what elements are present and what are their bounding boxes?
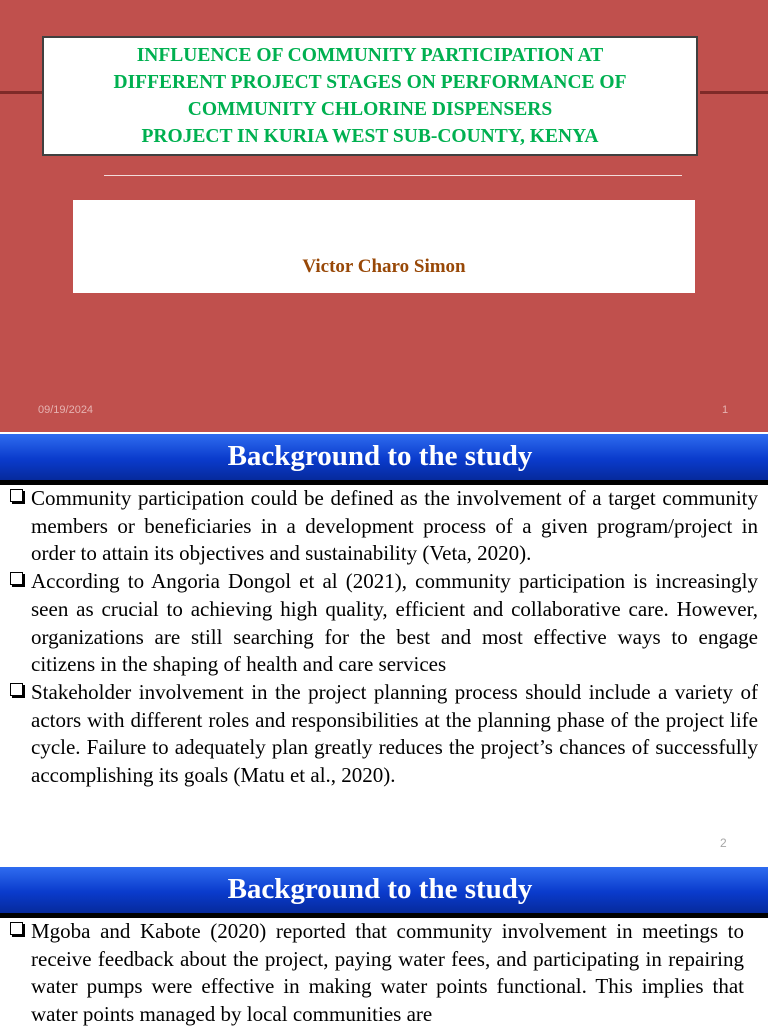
slide-heading: Background to the study [227,873,533,905]
slide-date: 09/19/2024 [38,404,94,416]
hollow-square-bullet-icon [10,572,23,585]
list-item [10,918,744,1029]
divider [104,175,682,176]
hollow-square-bullet-icon [10,683,23,696]
slide-heading: Background to the study [227,440,533,472]
title-slide [0,0,768,432]
heading-bar [0,867,768,918]
bullet-list [10,485,758,790]
title-box [42,36,698,156]
hollow-square-bullet-icon [10,922,23,935]
bullet-text: Mgoba and Kabote (2020) reported that community involvement in meetings to receive feedback about the project, paying water fees, and participating in repairing water pumps were effective in making water points functional. This implies that water points managed by local communities are [31,919,744,1027]
decorative-line-right [700,91,768,94]
slide-number: 2 [720,836,727,850]
bullet-list [10,918,744,1029]
bullet-text: According to Angoria Dongol et al (2021), community participation is increasingly seen as crucial to achieving high quality, efficient and collaborative care. However, organizations are still searching for the best and most effective ways to engage citizens in the shaping of health and care services [31,569,758,677]
presentation-title: INFLUENCE OF COMMUNITY PARTICIPATION AT DIFFERENT PROJECT STAGES ON PERFORMANCE OF COMMUNITY CHLORINE DISPENSERS PROJECT IN KURIA WEST SUB-COUNTY, KENYA [113,45,627,147]
author-name: Victor Charo Simon [302,256,466,277]
author-box [73,200,695,293]
list-item [10,485,758,568]
decorative-line-left [0,91,44,94]
bullet-text: Community participation could be defined as the involvement of a target community members or beneficiaries in a development process of a given program/project in order to attain its objectives and sustainability (Veta, 2020). [31,486,758,566]
hollow-square-bullet-icon [10,489,23,502]
list-item [10,679,758,790]
bullet-text: Stakeholder involvement in the project planning process should include a variety of actors with different roles and responsibilities at the planning phase of the project life cycle. Failure to adequately plan greatly reduces the project’s chances of successfully accomplishing its goals (Matu et al., 2020). [31,679,758,788]
heading-bar [0,434,768,485]
slide-number: 1 [722,404,729,416]
list-item [10,568,758,679]
